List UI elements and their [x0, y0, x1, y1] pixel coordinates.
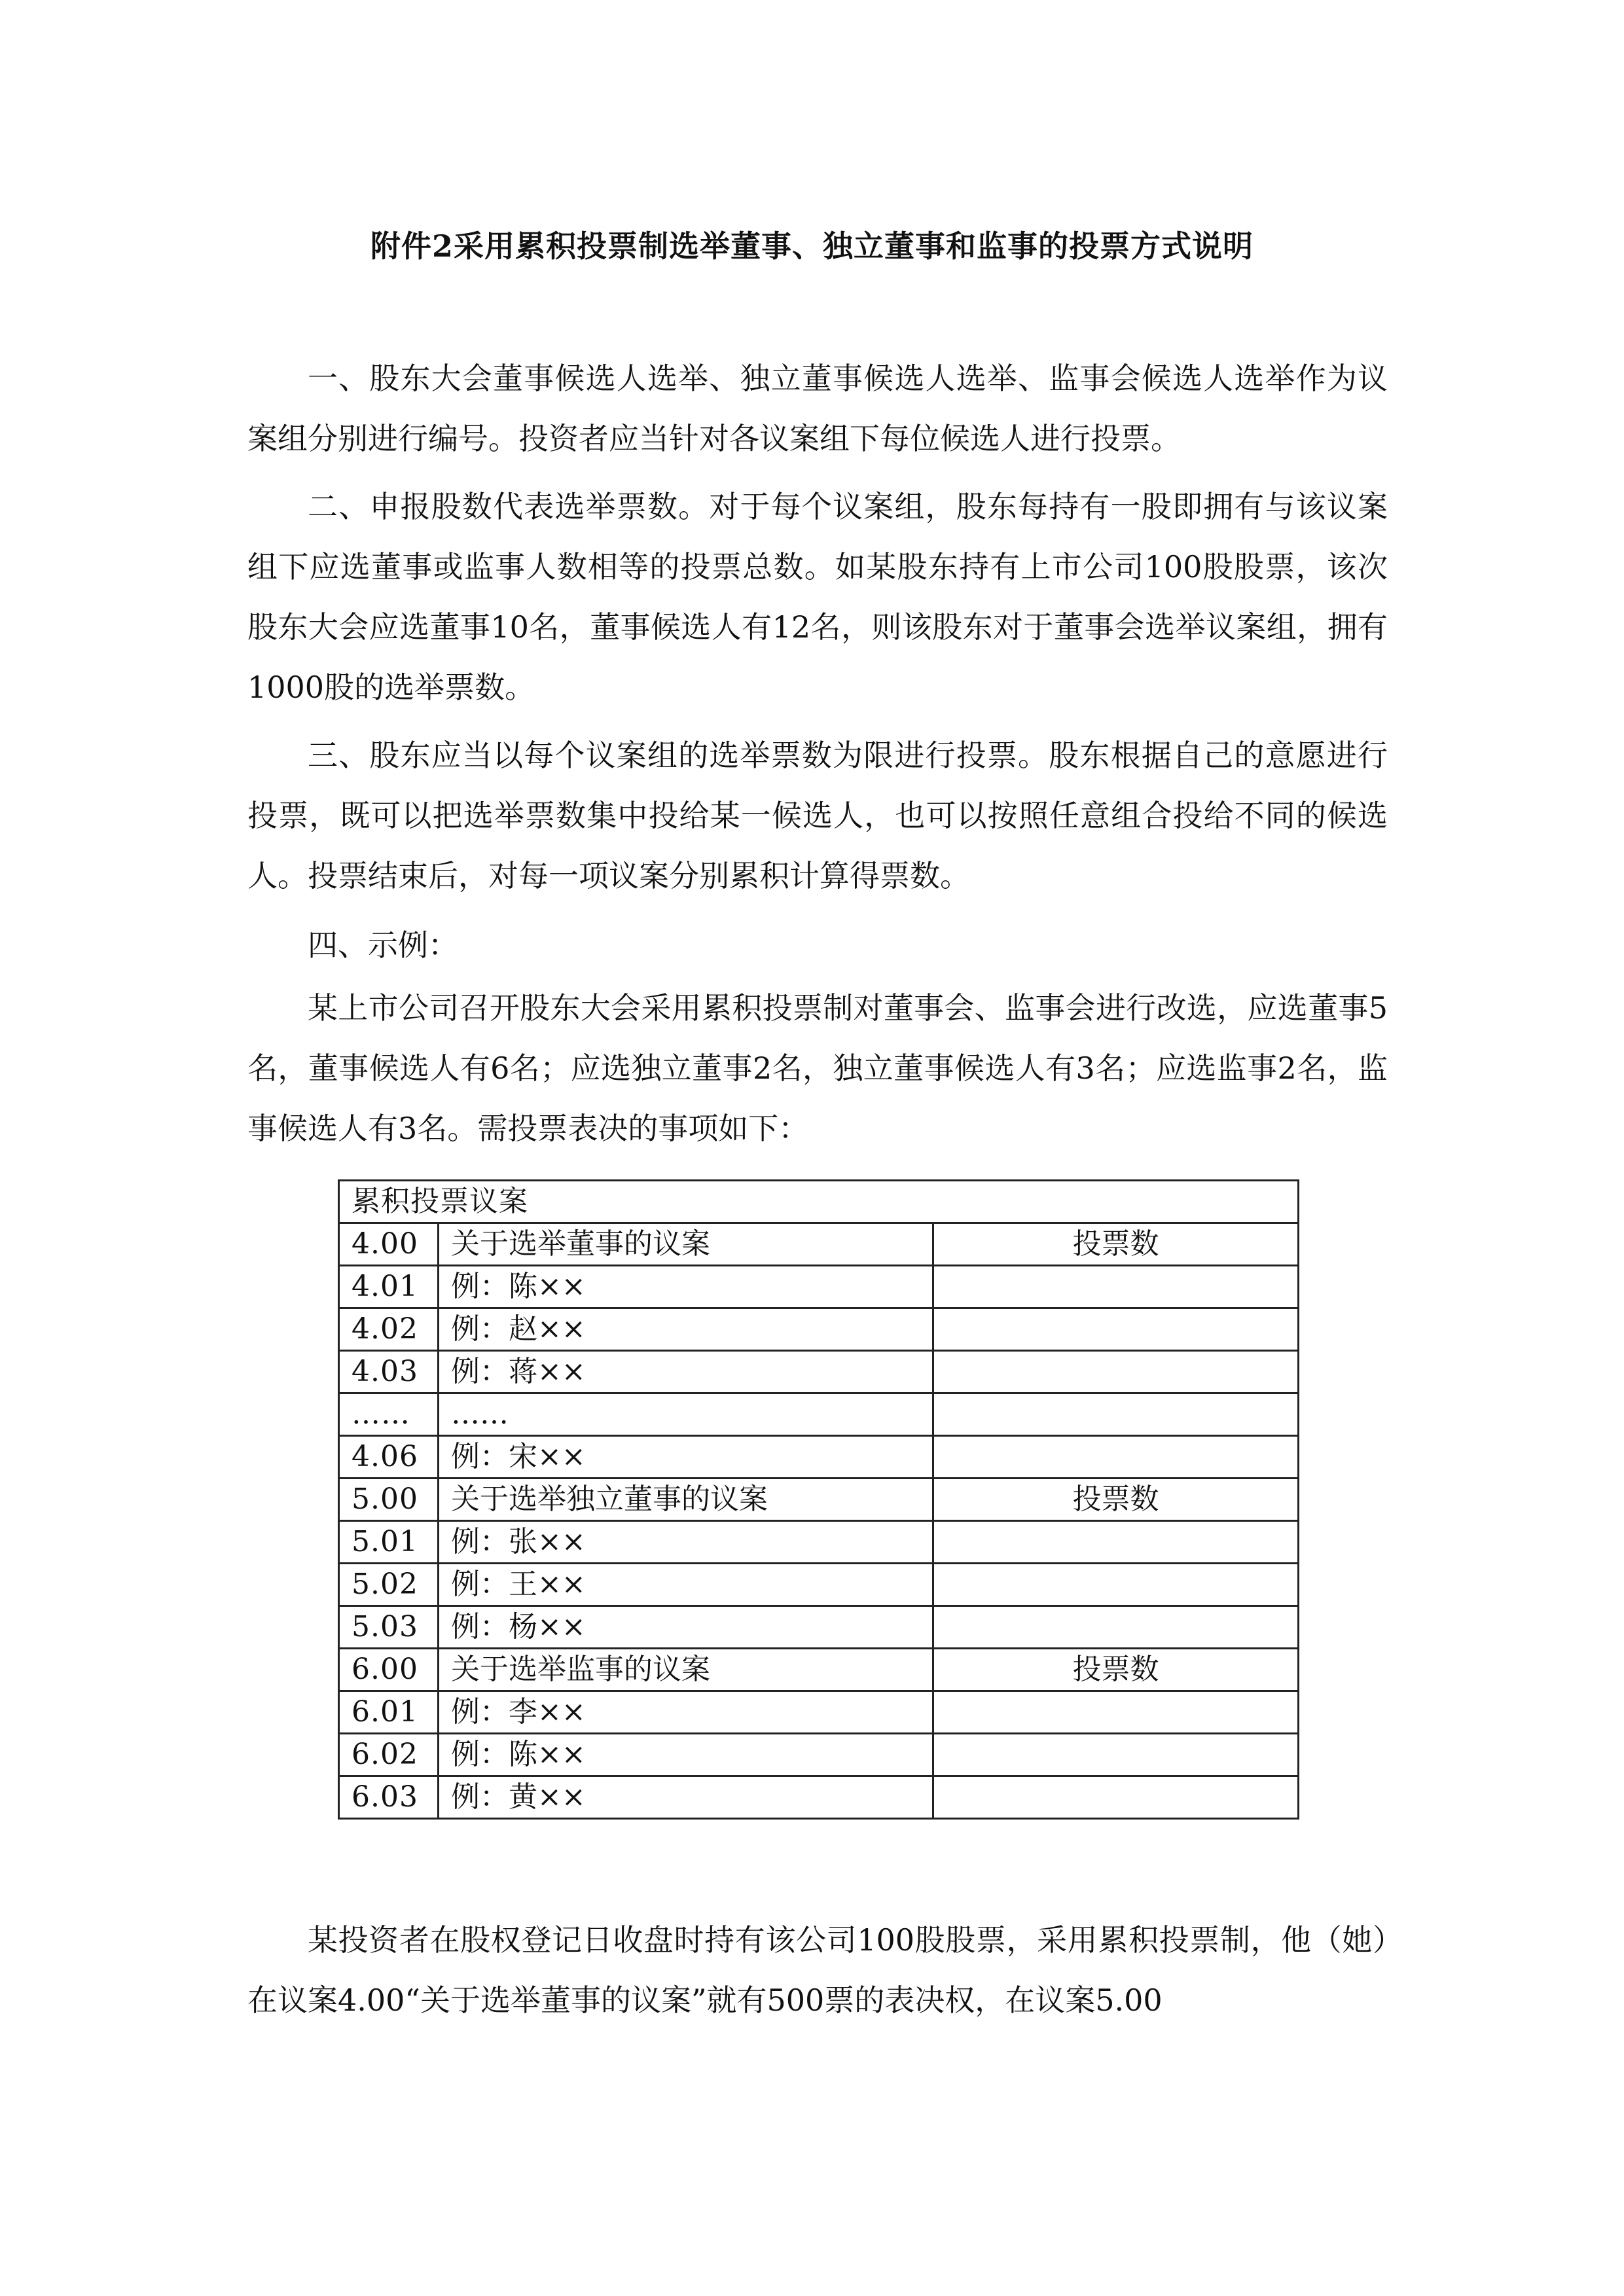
proposal-code: 5.00: [339, 1479, 439, 1521]
table-row: [339, 1776, 1299, 1819]
paragraph-4: 四、示例：: [308, 927, 458, 963]
table-row: [339, 1691, 1299, 1734]
table-row: [339, 1734, 1299, 1776]
proposal-name: 例：张××: [439, 1521, 933, 1564]
vote-count-cell: [933, 1691, 1299, 1734]
table-header-row: [339, 1181, 1299, 1223]
proposal-name: 关于选举董事的议案: [439, 1223, 933, 1266]
proposal-name: 关于选举监事的议案: [439, 1649, 933, 1691]
proposal-name: 关于选举独立董事的议案: [439, 1479, 933, 1521]
vote-count-cell: [933, 1734, 1299, 1776]
cumulative-voting-table: [338, 1179, 1299, 1820]
proposal-name: 例：陈××: [439, 1734, 933, 1776]
vote-count-cell: [933, 1393, 1299, 1436]
vote-count-cell: [933, 1436, 1299, 1479]
paragraph-1: 一、股东大会董事候选人选举、独立董事候选人选举、监事会候选人选举作为议案组分别进行编号。投资者应当针对各议案组下每位候选人进行投票。: [247, 361, 1388, 456]
table-row: [339, 1649, 1299, 1691]
proposal-code: 4.02: [339, 1308, 439, 1351]
table-header: 累积投票议案: [339, 1181, 1299, 1223]
document-title: 附件2采用累积投票制选举董事、独立董事和监事的投票方式说明: [370, 228, 1254, 264]
vote-count-cell: [933, 1308, 1299, 1351]
proposal-name: 例：黄××: [439, 1776, 933, 1819]
proposal-name: 例：宋××: [439, 1436, 933, 1479]
table-body: [339, 1181, 1299, 1819]
table-row: [339, 1308, 1299, 1351]
proposal-code: 5.03: [339, 1606, 439, 1649]
proposal-name: 例：蒋××: [439, 1351, 933, 1393]
proposal-code: 6.01: [339, 1691, 439, 1734]
vote-count-cell: [933, 1266, 1299, 1308]
table-row: [339, 1479, 1299, 1521]
proposal-name: 例：王××: [439, 1564, 933, 1606]
paragraph-6: 某投资者在股权登记日收盘时持有该公司100股股票，采用累积投票制，他（她）在议案4.00“关于选举董事的议案”就有500票的表决权，在议案5.00: [247, 1922, 1388, 2018]
proposal-code: 5.01: [339, 1521, 439, 1564]
paragraph-2: 二、申报股数代表选举票数。对于每个议案组，股东每持有一股即拥有与该议案组下应选董事或监事人数相等的投票总数。如某股东持有上市公司100股股票，该次股东大会应选董事10名，董事候选人有12名，则该股东对于董事会选举议案组，拥有1000股的选举票数。: [247, 489, 1388, 705]
vote-count-cell: [933, 1776, 1299, 1819]
table-row: [339, 1393, 1299, 1436]
proposal-name: ……: [439, 1393, 933, 1436]
vote-count-cell: [933, 1351, 1299, 1393]
vote-count-cell: 投票数: [933, 1479, 1299, 1521]
proposal-code: 6.03: [339, 1776, 439, 1819]
proposal-code: 4.03: [339, 1351, 439, 1393]
vote-count-cell: [933, 1564, 1299, 1606]
paragraph-3: 三、股东应当以每个议案组的选举票数为限进行投票。股东根据自己的意愿进行投票，既可以把选举票数集中投给某一候选人，也可以按照任意组合投给不同的候选人。投票结束后，对每一项议案分别累积计算得票数。: [247, 738, 1388, 893]
table-row: [339, 1266, 1299, 1308]
proposal-code: 5.02: [339, 1564, 439, 1606]
proposal-code: 6.00: [339, 1649, 439, 1691]
table-row: [339, 1606, 1299, 1649]
proposal-code: 4.00: [339, 1223, 439, 1266]
proposal-code: 4.06: [339, 1436, 439, 1479]
proposal-code: 6.02: [339, 1734, 439, 1776]
proposal-name: 例：杨××: [439, 1606, 933, 1649]
vote-count-cell: [933, 1606, 1299, 1649]
paragraph-5: 某上市公司召开股东大会采用累积投票制对董事会、监事会进行改选，应选董事5名，董事候选人有6名；应选独立董事2名，独立董事候选人有3名；应选监事2名，监事候选人有3名。需投票表决的事项如下：: [247, 990, 1388, 1146]
table-row: [339, 1223, 1299, 1266]
proposal-code: 4.01: [339, 1266, 439, 1308]
vote-count-cell: 投票数: [933, 1223, 1299, 1266]
vote-count-cell: 投票数: [933, 1649, 1299, 1691]
proposal-name: 例：陈××: [439, 1266, 933, 1308]
table-row: [339, 1521, 1299, 1564]
proposal-name: 例：赵××: [439, 1308, 933, 1351]
proposal-name: 例：李××: [439, 1691, 933, 1734]
table-row: [339, 1436, 1299, 1479]
table-row: [339, 1564, 1299, 1606]
table-row: [339, 1351, 1299, 1393]
vote-count-cell: [933, 1521, 1299, 1564]
proposal-code: ……: [339, 1393, 439, 1436]
